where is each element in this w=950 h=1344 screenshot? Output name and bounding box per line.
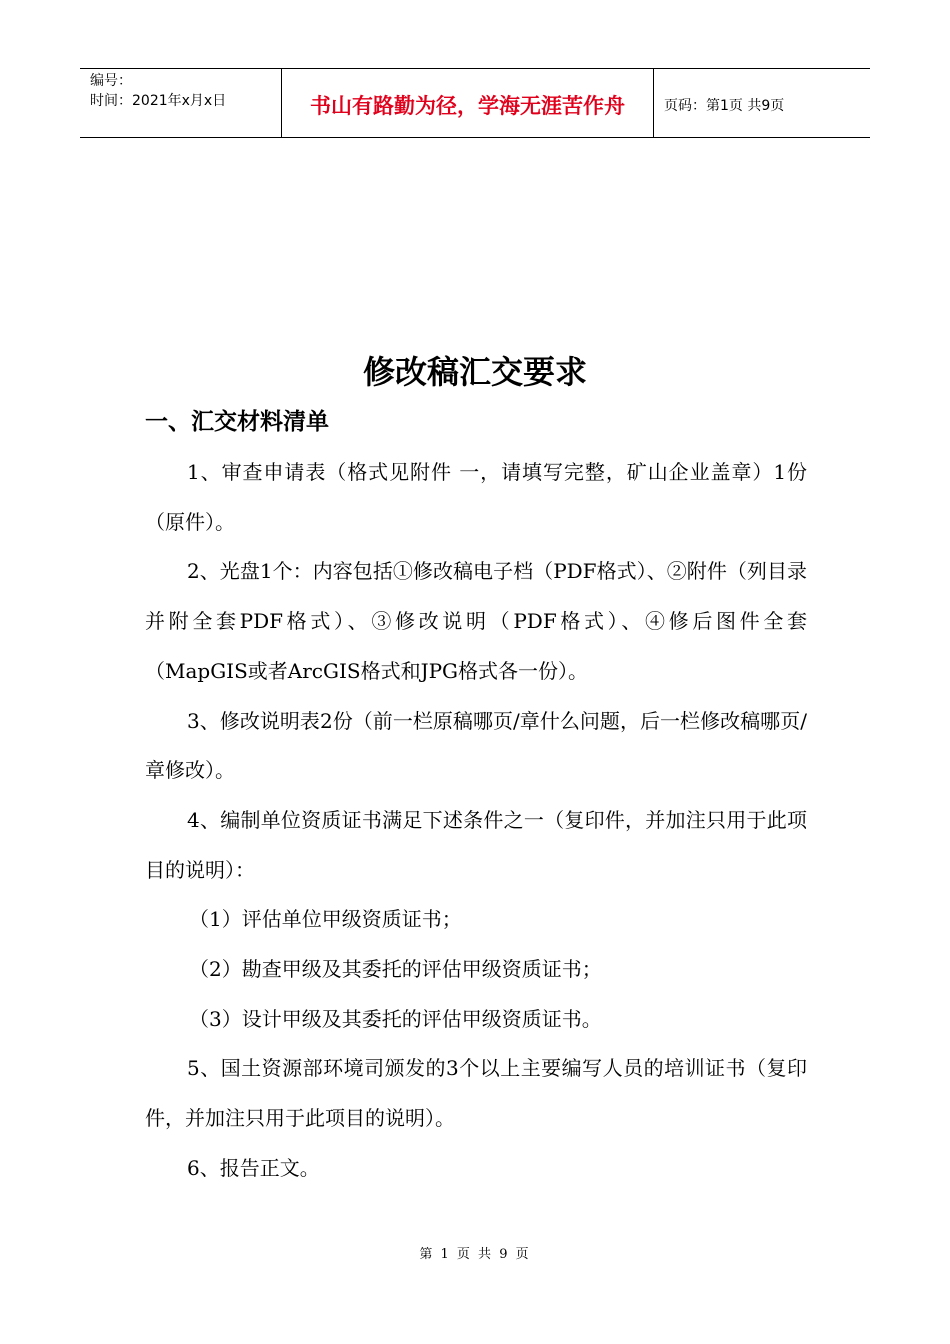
paragraph-1: 1、审查申请表（格式见附件 一，请填写完整，矿山企业盖章）1份（原件）。: [145, 460, 807, 534]
header-page-info: 页码：第1页 共9页: [664, 98, 785, 114]
paragraph-5: 5、国土资源部环境司颁发的3个以上主要编写人员的培训证书（复印件，并加注只用于此项目的说明）。: [145, 1056, 807, 1131]
section-heading: 一、汇交材料清单: [145, 409, 329, 435]
paragraph-3: 3、修改说明表2份（前一栏原稿哪页/章什么问题，后一栏修改稿哪页/章修改）。: [145, 708, 807, 783]
sub-item-2: （2）勘查甲级及其委托的评估甲级资质证书；: [189, 957, 602, 982]
document-title: 修改稿汇交要求: [362, 353, 587, 391]
time-label: 时间：2021年x月x日: [90, 93, 227, 109]
paragraph-4: 4、编制单位资质证书满足下述条件之一（复印件，并加注只用于此项目的说明）：: [145, 807, 807, 882]
header-meta: [80, 69, 282, 137]
sub-item-1: （1）评估单位甲级资质证书；: [189, 907, 462, 932]
header-motto: 书山有路勤为径，学海无涯苦作舟: [282, 69, 654, 137]
number-label: 编号：: [90, 73, 132, 89]
document-body: [145, 448, 807, 1194]
page-header: [80, 68, 870, 138]
sub-item-3: （3）设计甲级及其委托的评估甲级资质证书。: [189, 1006, 602, 1031]
page-footer-number: 第 1 页 共 9 页: [419, 1247, 531, 1262]
paragraph-2: 2、光盘1个：内容包括①修改稿电子档（PDF格式）、②附件（列目录并附全套PDF格式）、③修改说明（PDF格式）、④修后图件全套（MapGIS或者ArcGIS格式和JPG格式各一份）。: [145, 559, 807, 683]
paragraph-6: 6、报告正文。: [187, 1155, 320, 1180]
